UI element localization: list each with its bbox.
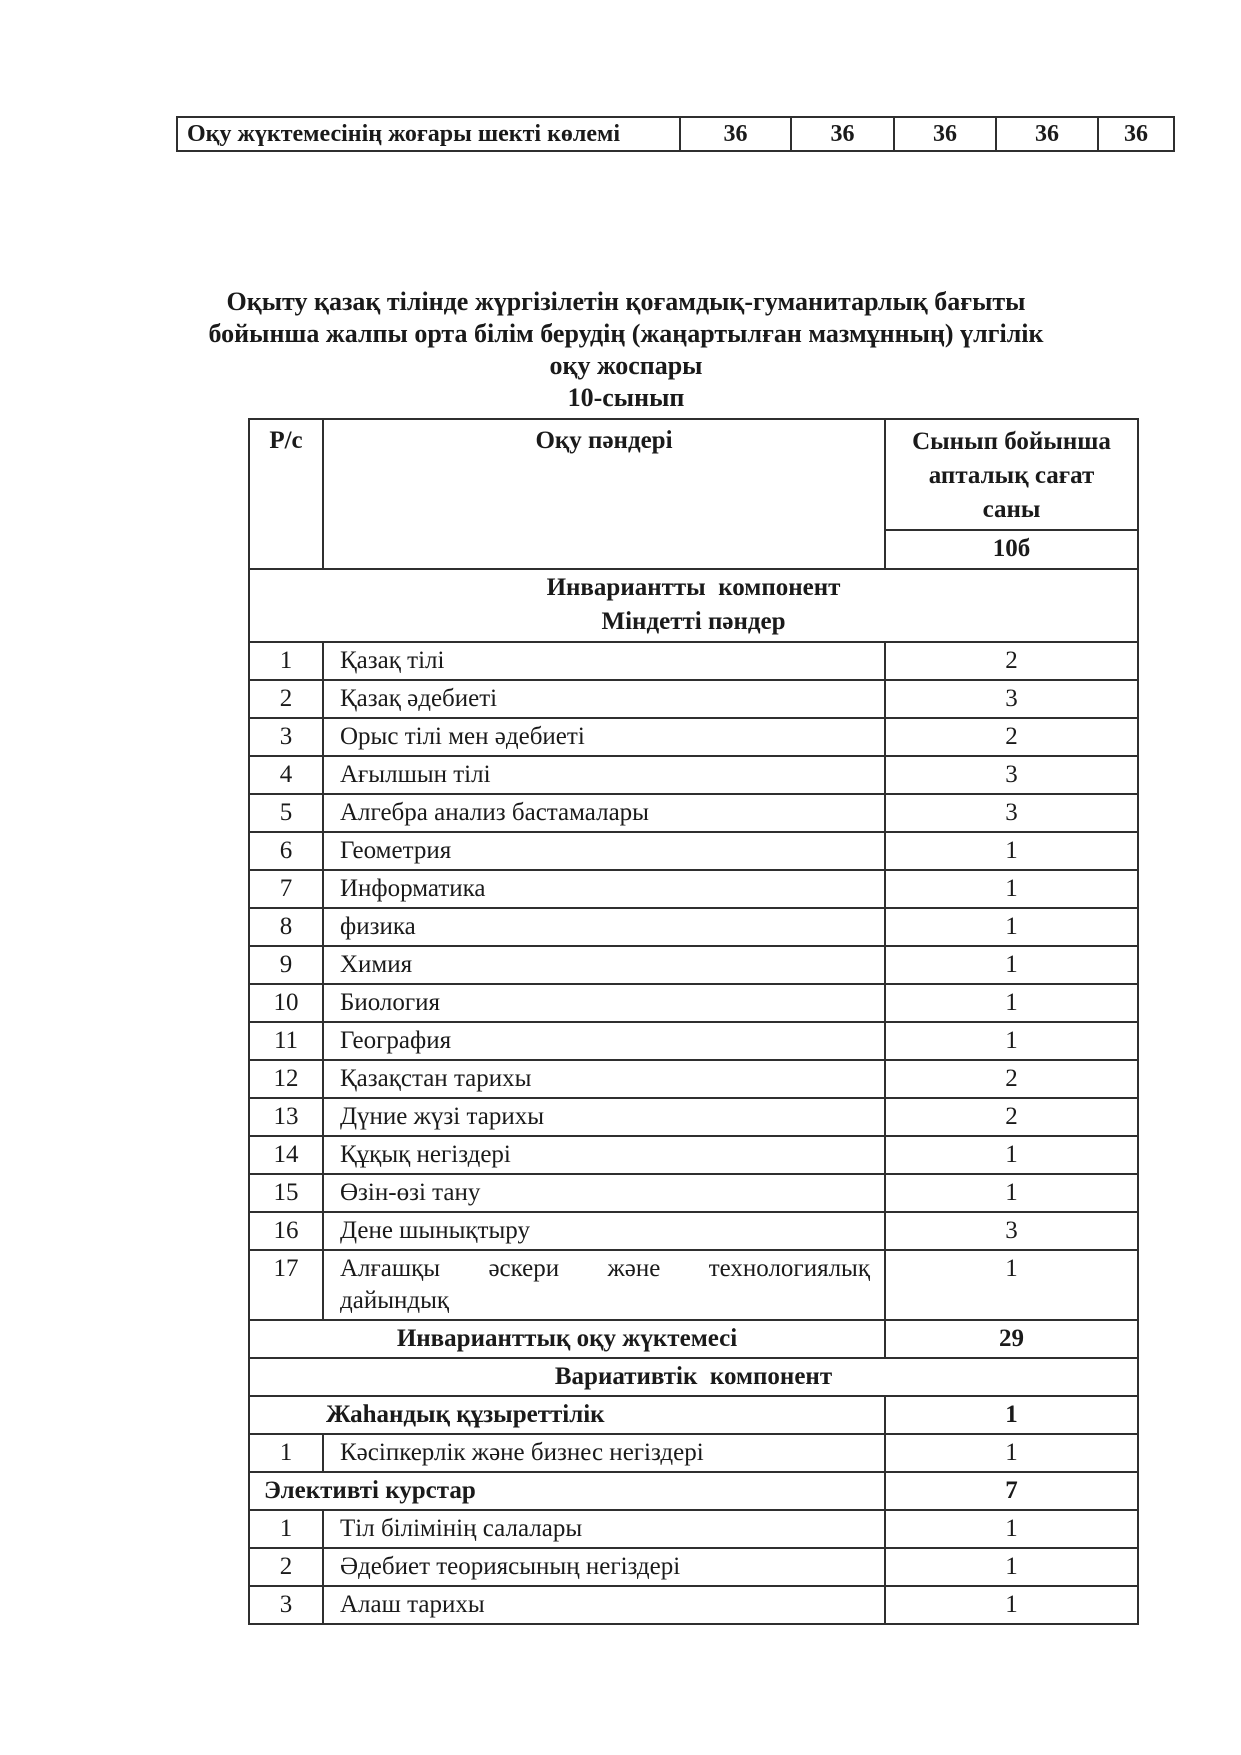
- hours-cell: 3: [885, 680, 1138, 718]
- row-number-cell: 13: [249, 1098, 323, 1136]
- row-number-cell: 10: [249, 984, 323, 1022]
- subject-cell: Кәсіпкерлік және бизнес негіздері: [323, 1434, 885, 1472]
- section-invariant: [249, 569, 1138, 642]
- row-number-cell: 7: [249, 870, 323, 908]
- row-number-cell: 3: [249, 718, 323, 756]
- row-number-cell: 4: [249, 756, 323, 794]
- subject-cell: Алгебра анализ бастамалары: [323, 794, 885, 832]
- subject-cell: физика: [323, 908, 885, 946]
- table-row: [249, 1434, 1138, 1472]
- row-number-cell: 11: [249, 1022, 323, 1060]
- title-line: оқу жоспары: [549, 351, 703, 380]
- table-row: [249, 756, 1138, 794]
- subject-cell: Биология: [323, 984, 885, 1022]
- table-row: [249, 1174, 1138, 1212]
- hours-cell: 1: [885, 1022, 1138, 1060]
- row-number-cell: 9: [249, 946, 323, 984]
- table-row: [249, 908, 1138, 946]
- hours-cell: 2: [885, 1098, 1138, 1136]
- subject-line: дайындық: [340, 1287, 450, 1314]
- subject-cell: Әдебиет теориясының негіздері: [323, 1548, 885, 1586]
- subject-cell: Информатика: [323, 870, 885, 908]
- subject-cell: Өзін-өзі тану: [323, 1174, 885, 1212]
- row-number-cell: 15: [249, 1174, 323, 1212]
- invariant-total-hours: 29: [885, 1320, 1138, 1358]
- load-limit-value: 36: [680, 117, 791, 151]
- hours-cell: 1: [885, 908, 1138, 946]
- subject-cell: Химия: [323, 946, 885, 984]
- row-number-cell: 2: [249, 680, 323, 718]
- header-subjects: Оқу пәндері: [323, 419, 885, 569]
- hours-cell: 1: [885, 946, 1138, 984]
- global-competence-label: Жаһандық құзыреттілік: [249, 1396, 885, 1434]
- row-number-cell: 12: [249, 1060, 323, 1098]
- section-variant: [249, 1358, 1138, 1396]
- load-limit-value: 36: [791, 117, 894, 151]
- load-limit-value: 36: [996, 117, 1098, 151]
- title-line: Оқыту қазақ тілінде жүргізілетін қоғамдық-гуманитарлық бағыты: [226, 287, 1026, 316]
- title-line: бойынша жалпы орта білім берудің (жаңартылған мазмұнның) үлгілік: [208, 319, 1044, 348]
- hours-cell: 1: [885, 1548, 1138, 1586]
- hours-cell: 1: [885, 1510, 1138, 1548]
- row-number-cell: 16: [249, 1212, 323, 1250]
- row-number-cell: 14: [249, 1136, 323, 1174]
- table-row: [249, 984, 1138, 1022]
- subject-cell: Тіл білімінің салалары: [323, 1510, 885, 1548]
- table-row: [249, 642, 1138, 680]
- hours-cell: 1: [885, 1586, 1138, 1624]
- subject-cell: Құқық негіздері: [323, 1136, 885, 1174]
- subject-cell: Қазақ әдебиеті: [323, 680, 885, 718]
- hours-cell: 2: [885, 642, 1138, 680]
- subject-cell: [323, 1250, 885, 1320]
- subject-cell: Қазақ тілі: [323, 642, 885, 680]
- grade-subtitle: 10-сынып: [567, 383, 685, 412]
- hours-cell: 1: [885, 984, 1138, 1022]
- table-row: [249, 1250, 1138, 1320]
- row-number-cell: 1: [249, 642, 323, 680]
- subject-cell: География: [323, 1022, 885, 1060]
- invariant-total-row: [249, 1320, 1138, 1358]
- hours-cell: 1: [885, 1136, 1138, 1174]
- load-limit-table: [176, 116, 1175, 152]
- subject-cell: Дүние жүзі тарихы: [323, 1098, 885, 1136]
- table-row: [249, 680, 1138, 718]
- header-hours: [885, 419, 1138, 530]
- subject-line: Алғашқы әскери және технологиялық: [340, 1255, 870, 1282]
- section-subtitle: Міндетті пәндер: [601, 608, 786, 635]
- subject-cell: Қазақстан тарихы: [323, 1060, 885, 1098]
- table-row: [249, 1212, 1138, 1250]
- hours-cell: 2: [885, 718, 1138, 756]
- hours-cell: 2: [885, 1060, 1138, 1098]
- subject-cell: Геометрия: [323, 832, 885, 870]
- table-row: [249, 1060, 1138, 1098]
- section-variant-cell: [249, 1358, 1138, 1396]
- hours-cell: 3: [885, 1212, 1138, 1250]
- table-row: [249, 946, 1138, 984]
- row-number-cell: 6: [249, 832, 323, 870]
- table-row: [249, 1586, 1138, 1624]
- row-number-cell: 8: [249, 908, 323, 946]
- table-row: [249, 1510, 1138, 1548]
- table-row: [249, 1022, 1138, 1060]
- header-num: Р/с: [249, 419, 323, 569]
- hours-cell: 1: [885, 1434, 1138, 1472]
- table-row: [249, 870, 1138, 908]
- header-grade-cell: 10б: [885, 530, 1138, 569]
- hours-cell: 1: [885, 1250, 1138, 1320]
- header-hours-text: Сынып бойынша апталық сағат саны: [912, 428, 1111, 523]
- load-limit-value: 36: [1098, 117, 1174, 151]
- curriculum-table: [248, 418, 1139, 1625]
- table-row: [249, 718, 1138, 756]
- global-competence-row: [249, 1396, 1138, 1434]
- elective-header-label: Элективті курстар: [249, 1472, 885, 1510]
- section-title: Инвариантты компонент: [546, 574, 841, 601]
- section-invariant-cell: [249, 569, 1138, 642]
- load-limit-label: Оқу жүктемесінің жоғары шекті көлемі: [177, 117, 680, 151]
- document-title: [146, 286, 1106, 414]
- elective-header-hours: 7: [885, 1472, 1138, 1510]
- hours-cell: 1: [885, 832, 1138, 870]
- invariant-total-label: Инварианттық оқу жүктемесі: [249, 1320, 885, 1358]
- table-row: [249, 1098, 1138, 1136]
- subject-cell: Ағылшын тілі: [323, 756, 885, 794]
- subject-cell: Орыс тілі мен әдебиеті: [323, 718, 885, 756]
- load-limit-row: [177, 117, 1174, 151]
- elective-header-row: [249, 1472, 1138, 1510]
- hours-cell: 1: [885, 870, 1138, 908]
- table-row: [249, 1136, 1138, 1174]
- row-number-cell: 3: [249, 1586, 323, 1624]
- row-number-cell: 1: [249, 1510, 323, 1548]
- table-row: [249, 832, 1138, 870]
- hours-cell: 3: [885, 794, 1138, 832]
- subject-cell: Дене шынықтыру: [323, 1212, 885, 1250]
- hours-cell: 3: [885, 756, 1138, 794]
- load-limit-value: 36: [894, 117, 996, 151]
- global-competence-hours: 1: [885, 1396, 1138, 1434]
- row-number-cell: 1: [249, 1434, 323, 1472]
- header-row: [249, 419, 1138, 530]
- table-row: [249, 794, 1138, 832]
- subject-cell: Алаш тарихы: [323, 1586, 885, 1624]
- section-title: Вариативтік компонент: [554, 1363, 833, 1390]
- row-number-cell: 5: [249, 794, 323, 832]
- row-number-cell: 17: [249, 1250, 323, 1320]
- hours-cell: 1: [885, 1174, 1138, 1212]
- row-number-cell: 2: [249, 1548, 323, 1586]
- table-row: [249, 1548, 1138, 1586]
